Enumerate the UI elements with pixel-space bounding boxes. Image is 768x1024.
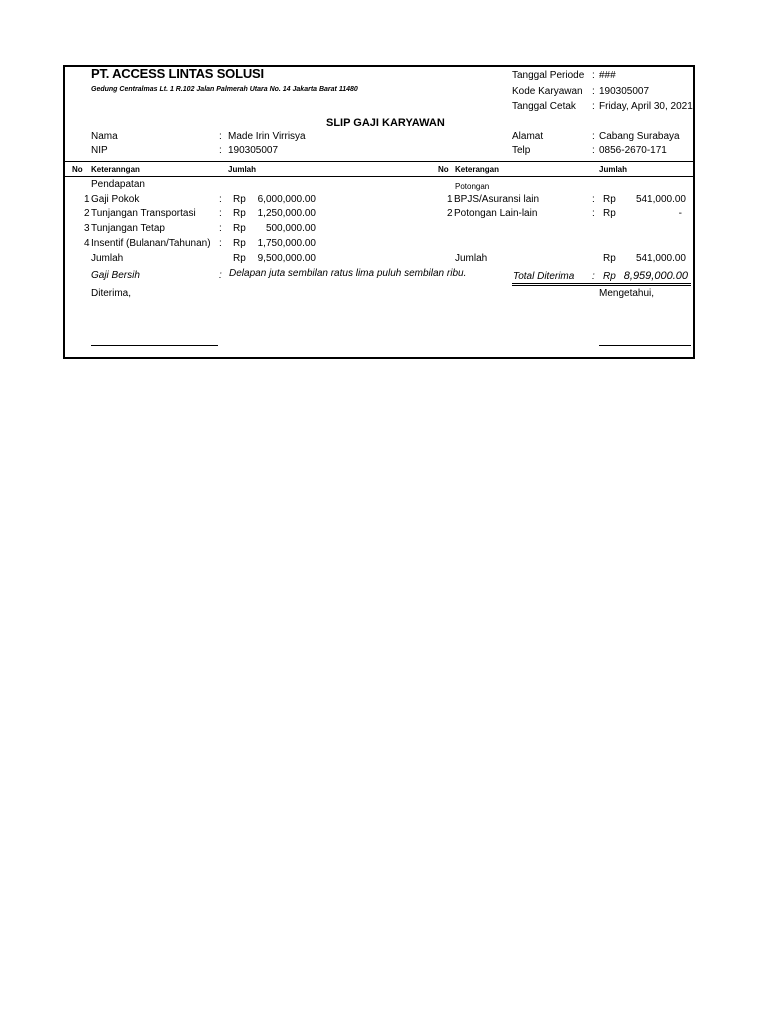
nip-colon: : bbox=[219, 145, 222, 156]
net-salary-colon: : bbox=[219, 270, 222, 281]
deduction-section-label: Potongan bbox=[455, 182, 490, 191]
header-desc-right: Keterangan bbox=[455, 165, 500, 174]
acknowledged-by-label: Mengetahui, bbox=[599, 288, 655, 299]
header-amount-right: Jumlah bbox=[599, 165, 628, 174]
name-colon: : bbox=[219, 131, 222, 142]
income-row-amount: 500,000.00 bbox=[265, 223, 316, 234]
name-label: Nama bbox=[91, 131, 118, 142]
deduction-row-label: Potongan Lain-lain bbox=[454, 208, 538, 219]
income-row-no: 2 bbox=[84, 208, 90, 219]
deduction-row-label: BPJS/Asuransi lain bbox=[454, 194, 540, 205]
income-row-label: Gaji Pokok bbox=[91, 194, 140, 205]
deduction-row-no: 1 bbox=[447, 194, 453, 205]
print-date-label: Tanggal Cetak bbox=[512, 101, 576, 112]
table-header-top-rule bbox=[64, 161, 694, 162]
income-row-label: Insentif (Bulanan/Tahunan) bbox=[91, 238, 211, 249]
header-desc-left: Keteranngan bbox=[91, 165, 140, 174]
deduction-row-no: 2 bbox=[447, 208, 453, 219]
income-row-no: 4 bbox=[84, 238, 90, 249]
income-row-no: 1 bbox=[84, 194, 90, 205]
received-signature-line bbox=[91, 345, 218, 346]
deduction-total-currency: Rp bbox=[603, 253, 616, 264]
nip-value: 190305007 bbox=[228, 145, 279, 156]
company-address: Gedung Centralmas Lt. 1 R.102 Jalan Palmerah Utara No. 14 Jakarta Barat 11480 bbox=[91, 86, 358, 93]
income-row-label: Tunjangan Transportasi bbox=[91, 208, 196, 219]
period-colon: : bbox=[592, 70, 595, 81]
header-no-left: No bbox=[72, 165, 83, 174]
total-received-label: Total Diterima bbox=[513, 271, 575, 282]
deduction-row-colon: : bbox=[592, 208, 595, 219]
phone-value: 0856-2670-171 bbox=[599, 145, 667, 156]
income-row-amount: 1,250,000.00 bbox=[257, 208, 316, 219]
deduction-row-amount: - bbox=[678, 208, 682, 219]
acknowledged-signature-line bbox=[599, 345, 691, 346]
print-date-value: Friday, April 30, 2021 bbox=[599, 101, 693, 112]
total-received-amount: 8,959,000.00 bbox=[623, 270, 688, 282]
received-by-label: Diterima, bbox=[91, 288, 132, 299]
income-row-colon: : bbox=[219, 238, 222, 249]
phone-label: Telp bbox=[512, 145, 531, 156]
period-value: ### bbox=[599, 70, 616, 81]
employee-code-label: Kode Karyawan bbox=[512, 86, 583, 97]
deduction-total-label: Jumlah bbox=[455, 253, 488, 264]
income-row-currency: Rp bbox=[233, 223, 246, 234]
income-row-currency: Rp bbox=[233, 208, 246, 219]
phone-colon: : bbox=[592, 145, 595, 156]
deduction-row-currency: Rp bbox=[603, 194, 616, 205]
income-row-no: 3 bbox=[84, 223, 90, 234]
income-total-label: Jumlah bbox=[91, 253, 124, 264]
income-row-currency: Rp bbox=[233, 238, 246, 249]
income-row-amount: 6,000,000.00 bbox=[257, 194, 316, 205]
address-value: Cabang Surabaya bbox=[599, 131, 680, 142]
income-row-colon: : bbox=[219, 194, 222, 205]
income-row-colon: : bbox=[219, 208, 222, 219]
income-section-label: Pendapatan bbox=[91, 179, 145, 190]
employee-code-value: 190305007 bbox=[599, 86, 650, 97]
income-row-amount: 1,750,000.00 bbox=[257, 238, 316, 249]
total-received-rule-double bbox=[512, 285, 691, 286]
nip-label: NIP bbox=[91, 145, 108, 156]
deduction-row-currency: Rp bbox=[603, 208, 616, 219]
header-amount-left: Jumlah bbox=[228, 165, 257, 174]
income-row-label: Tunjangan Tetap bbox=[91, 223, 165, 234]
print-date-colon: : bbox=[592, 101, 595, 112]
header-no-right: No bbox=[438, 165, 449, 174]
net-salary-label: Gaji Bersih bbox=[91, 270, 140, 281]
employee-code-colon: : bbox=[592, 86, 595, 97]
company-name: PT. ACCESS LINTAS SOLUSI bbox=[91, 66, 264, 81]
total-received-currency: Rp bbox=[603, 271, 616, 282]
net-salary-words: Delapan juta sembilan ratus lima puluh sembilan ribu. bbox=[229, 268, 467, 279]
table-header-bottom-rule bbox=[64, 176, 694, 177]
deduction-total-amount: 541,000.00 bbox=[635, 253, 686, 264]
address-label: Alamat bbox=[512, 131, 544, 142]
slip-title: SLIP GAJI KARYAWAN bbox=[326, 117, 445, 129]
deduction-row-colon: : bbox=[592, 194, 595, 205]
period-label: Tanggal Periode bbox=[512, 70, 585, 81]
address-colon: : bbox=[592, 131, 595, 142]
deduction-row-amount: 541,000.00 bbox=[635, 194, 686, 205]
total-received-colon: : bbox=[592, 271, 595, 282]
total-received-rule bbox=[512, 283, 691, 284]
name-value: Made Irin Virrisya bbox=[228, 131, 306, 142]
income-total-amount: 9,500,000.00 bbox=[257, 253, 316, 264]
income-row-currency: Rp bbox=[233, 194, 246, 205]
income-total-currency: Rp bbox=[233, 253, 246, 264]
income-row-colon: : bbox=[219, 223, 222, 234]
